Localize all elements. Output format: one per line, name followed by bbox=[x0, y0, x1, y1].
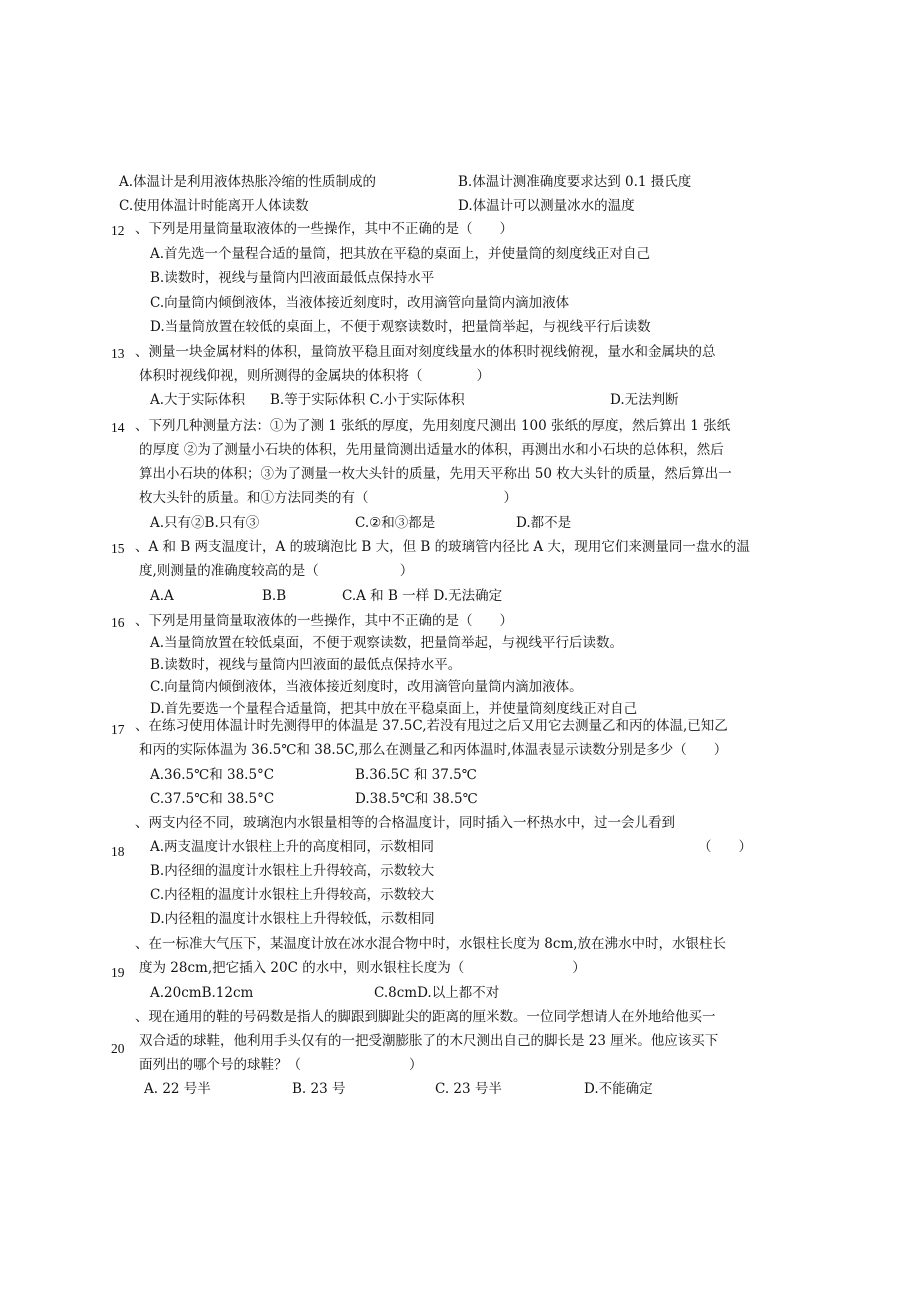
q18-stem: 、两支内径不同，玻璃泡内水银量相等的合格温度计，同时插入一杯热水中，过一会儿看到 bbox=[135, 815, 675, 831]
q16-option-a: A.当量筒放置在较低桌面，不便于观察读数，把量筒举起，与视线平行后读数。 bbox=[150, 635, 624, 651]
q20-option-b: B. 23 号 bbox=[292, 1081, 346, 1097]
q17-option-d: D.38.5℃和 38.5℃ bbox=[355, 791, 478, 807]
q14-stem-line3: 算出小石块的体积；③为了测量一枚大头针的质量，先用天平称出 50 枚大头针的质量，然后算出一 bbox=[139, 466, 732, 482]
q20-stem-line2: 双合适的球鞋，他利用手头仅有的一把受潮膨胀了的木尺测出自己的脚长是 23 厘米。他应该买下 bbox=[139, 1033, 719, 1049]
q18-option-a: A.两支温度计水银柱上升的高度相同，示数相同 bbox=[150, 839, 435, 855]
q16-number: 16 bbox=[111, 615, 125, 630]
q11-option-b: B.体温计测准确度要求达到 0.1 摄氏度 bbox=[458, 174, 692, 190]
q17-option-b: B.36.5C 和 37.5℃ bbox=[355, 767, 477, 783]
q18-answer-paren: （ ） bbox=[698, 839, 752, 855]
q19-stem-line2: 度为 28cm,把它插入 20C 的水中，则水银柱长度为（ ） bbox=[139, 960, 586, 976]
q15-stem-line2: 度,则测量的准确度较高的是（ ） bbox=[139, 563, 414, 579]
q12-option-b: B.读数时，视线与量筒内凹液面最低点保持水平 bbox=[150, 270, 435, 286]
q15-number: 15 bbox=[111, 541, 125, 556]
q14-stem-line1: 、下列几种测量方法：①为了测 1 张纸的厚度，先用刻度尺测出 100 张纸的厚度，然后算出 1 张纸 bbox=[135, 418, 731, 434]
q13-option-d: D.无法判断 bbox=[610, 392, 679, 408]
q17-option-a: A.36.5℃和 38.5°C bbox=[150, 767, 275, 783]
q20-stem-line3: 面列出的哪个号的球鞋？（ ） bbox=[139, 1057, 423, 1073]
q20-stem-line1: 、现在通用的鞋的号码数是指人的脚跟到脚趾尖的距离的厘米数。一位同学想请人在外地给他买一 bbox=[135, 1009, 716, 1025]
q16-option-b: B.读数时，视线与量筒内凹液面的最低点保持水平。 bbox=[150, 657, 462, 673]
q14-option-c: C.②和③都是 bbox=[355, 515, 436, 531]
q11-option-d: D.体温计可以测量冰水的温度 bbox=[458, 198, 635, 214]
q12-option-a: A.首先选一个量程合适的量筒，把其放在平稳的桌面上，并使量筒的刻度线正对自己 bbox=[150, 246, 651, 262]
q18-option-c: C.内径粗的温度计水银柱上升得较高，示数较大 bbox=[150, 887, 435, 903]
q12-number: 12 bbox=[111, 223, 125, 238]
q14-stem-line4: 枚大头针的质量。和①方法同类的有（ ） bbox=[139, 490, 517, 506]
q14-option-d: D.都不是 bbox=[516, 515, 572, 531]
q18-option-d: D.内径粗的温度计水银柱上升得较低，示数相同 bbox=[150, 911, 435, 927]
q14-stem-line2: 的厚度 ②为了测量小石块的体积，先用量筒测出适量水的体积，再测出水和小石块的总体积，然后 bbox=[139, 442, 724, 458]
q16-option-c: C.向量筒内倾倒液体，当液体接近刻度时，改用滴管向量筒内滴加液体。 bbox=[150, 679, 583, 695]
q12-option-d: D.当量筒放置在较低的桌面上，不便于观察读数时，把量筒举起，与视线平行后读数 bbox=[150, 319, 651, 335]
q18-number: 18 bbox=[111, 844, 125, 859]
q20-option-d: D.不能确定 bbox=[584, 1081, 653, 1097]
q19-stem-line1: 、在一标准大气压下，某温度计放在冰水混合物中时，水银柱长度为 8cm,放在沸水中时，水银柱长 bbox=[135, 936, 727, 952]
q12-stem: 、下列是用量筒量取液体的一些操作，其中不正确的是（ ） bbox=[135, 221, 513, 237]
q15-option-cd: C.A 和 B 一样 D.无法确定 bbox=[342, 588, 503, 604]
q15-option-a: A.A bbox=[150, 588, 174, 604]
q17-option-c: C.37.5℃和 38.5°C bbox=[150, 791, 275, 807]
q13-option-a: A.大于实际体积 bbox=[150, 392, 246, 408]
q13-stem-line2: 体积时视线仰视，则所测得的金属块的体积将（ ） bbox=[139, 368, 490, 384]
q14-option-ab: A.只有②B.只有③ bbox=[150, 515, 260, 531]
q17-stem-line1: 、在练习使用体温计时先测得甲的体温是 37.5C,若没有甩过之后又用它去测量乙和丙的体温,已知乙 bbox=[135, 718, 728, 734]
q15-option-b: B.B bbox=[262, 588, 287, 604]
q15-stem-line1: 、A 和 B 两支温度计，A 的玻璃泡比 B 大，但 B 的玻璃管内径比 A 大，现用它们来测量同一盘水的温 bbox=[135, 539, 750, 555]
q19-option-ab: A.20cmB.12cm bbox=[150, 985, 254, 1001]
q11-option-c: C.使用体温计时能离开人体读数 bbox=[119, 198, 309, 214]
q20-option-a: A. 22 号半 bbox=[144, 1081, 211, 1097]
q14-number: 14 bbox=[111, 420, 125, 435]
q19-number: 19 bbox=[111, 965, 125, 980]
q20-number: 20 bbox=[111, 1041, 125, 1056]
q13-option-bc: B.等于实际体积 C.小于实际体积 bbox=[270, 392, 465, 408]
q16-option-d: D.首先要选一个量程合适量筒，把其中放在平稳桌面上，并使量筒刻度线正对自己 bbox=[150, 701, 638, 717]
q13-number: 13 bbox=[111, 346, 125, 361]
q11-option-a: A.体温计是利用液体热胀冷缩的性质制成的 bbox=[119, 174, 377, 190]
q19-option-cd: C.8cmD.以上都不对 bbox=[374, 985, 500, 1001]
q20-option-c: C. 23 号半 bbox=[435, 1081, 502, 1097]
q12-option-c: C.向量筒内倾倒液体，当液体接近刻度时，改用滴管向量筒内滴加液体 bbox=[150, 295, 570, 311]
q17-stem-line2: 和丙的实际体温为 36.5℃和 38.5C,那么在测量乙和丙体温时,体温表显示读数分别是多少（ ） bbox=[139, 742, 728, 758]
q16-stem: 、下列是用量筒量取液体的一些操作，其中不正确的是（ ） bbox=[135, 613, 513, 629]
q13-stem-line1: 、测量一块金属材料的体积，量筒放平稳且面对刻度线量水的体积时视线俯视，量水和金属块的总 bbox=[135, 344, 716, 360]
q17-number: 17 bbox=[111, 722, 125, 737]
q18-option-b: B.内径细的温度计水银柱上升得较高，示数较大 bbox=[150, 863, 435, 879]
